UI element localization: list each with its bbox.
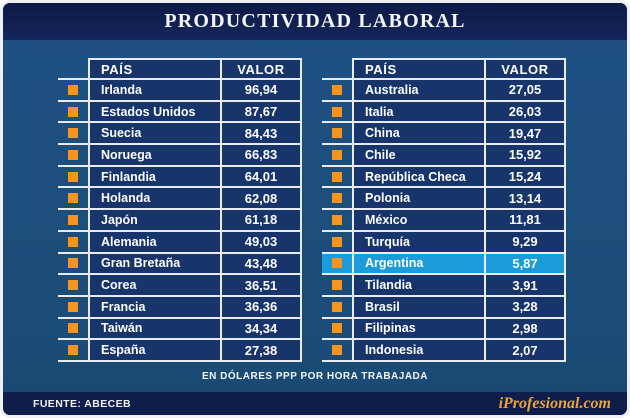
country-cell: Polonia xyxy=(352,188,484,210)
row-bullet-cell xyxy=(58,145,88,167)
row-bullet-cell xyxy=(322,340,352,362)
value-cell: 27,05 xyxy=(484,80,566,102)
bullet-icon xyxy=(68,172,78,182)
value-cell: 61,18 xyxy=(220,210,302,232)
row-bullet-cell xyxy=(58,123,88,145)
row-bullet-cell xyxy=(322,80,352,102)
value-cell: 49,03 xyxy=(220,232,302,254)
country-cell: Australia xyxy=(352,80,484,102)
value-cell: 26,03 xyxy=(484,102,566,124)
country-cell: Finlandia xyxy=(88,167,220,189)
row-bullet-cell xyxy=(322,319,352,341)
row-bullet-cell xyxy=(58,254,88,276)
row-bullet-cell xyxy=(58,319,88,341)
value-cell: 87,67 xyxy=(220,102,302,124)
country-cell: Gran Bretaña xyxy=(88,254,220,276)
value-cell: 27,38 xyxy=(220,340,302,362)
value-cell: 66,83 xyxy=(220,145,302,167)
tables-row xyxy=(3,40,627,362)
country-cell: Italia xyxy=(352,102,484,124)
bullet-icon xyxy=(332,280,342,290)
bullet-icon xyxy=(68,85,78,95)
country-cell: Argentina xyxy=(352,254,484,276)
unit-note: EN DÓLARES PPP POR HORA TRABAJADA xyxy=(202,370,428,382)
bullet-icon xyxy=(68,107,78,117)
row-bullet-cell xyxy=(58,188,88,210)
country-cell: Alemania xyxy=(88,232,220,254)
column-header-country: PAÍS xyxy=(88,58,220,80)
country-cell: China xyxy=(352,123,484,145)
row-bullet-cell xyxy=(322,210,352,232)
bullet-icon xyxy=(68,345,78,355)
value-cell: 36,36 xyxy=(220,297,302,319)
row-bullet-cell xyxy=(58,340,88,362)
row-bullet-cell xyxy=(58,167,88,189)
row-bullet-cell xyxy=(58,232,88,254)
productivity-table-right xyxy=(322,58,566,362)
page-title: PRODUCTIVIDAD LABORAL xyxy=(164,10,466,32)
bullet-icon xyxy=(68,215,78,225)
row-bullet-cell xyxy=(322,188,352,210)
bullet-icon xyxy=(332,215,342,225)
column-header-country: PAÍS xyxy=(352,58,484,80)
bullet-icon xyxy=(332,345,342,355)
bullet-icon xyxy=(332,193,342,203)
country-cell: Estados Unidos xyxy=(88,102,220,124)
value-cell: 13,14 xyxy=(484,188,566,210)
country-cell: Turquía xyxy=(352,232,484,254)
country-cell: Irlanda xyxy=(88,80,220,102)
value-cell: 96,94 xyxy=(220,80,302,102)
bullet-icon xyxy=(68,150,78,160)
country-cell: Brasil xyxy=(352,297,484,319)
value-cell: 43,48 xyxy=(220,254,302,276)
country-cell: Japón xyxy=(88,210,220,232)
main-area xyxy=(3,40,627,392)
value-cell: 64,01 xyxy=(220,167,302,189)
value-cell: 9,29 xyxy=(484,232,566,254)
value-cell: 84,43 xyxy=(220,123,302,145)
country-cell: Indonesia xyxy=(352,340,484,362)
row-bullet-cell xyxy=(58,102,88,124)
row-bullet-cell xyxy=(322,275,352,297)
row-bullet-cell xyxy=(322,123,352,145)
bullet-icon xyxy=(332,302,342,312)
bullet-icon xyxy=(332,128,342,138)
bullet-icon xyxy=(332,85,342,95)
row-bullet-cell xyxy=(58,210,88,232)
row-bullet-cell xyxy=(58,297,88,319)
country-cell: Tilandia xyxy=(352,275,484,297)
row-bullet-cell xyxy=(322,297,352,319)
value-cell: 15,92 xyxy=(484,145,566,167)
country-cell: Filipinas xyxy=(352,319,484,341)
header-bullet-spacer xyxy=(58,58,88,80)
bullet-icon xyxy=(68,302,78,312)
source-label: FUENTE: ABECEB xyxy=(33,397,131,410)
country-cell: Corea xyxy=(88,275,220,297)
country-cell: Suecia xyxy=(88,123,220,145)
value-cell: 2,98 xyxy=(484,319,566,341)
value-cell: 2,07 xyxy=(484,340,566,362)
row-bullet-cell xyxy=(322,167,352,189)
country-cell: España xyxy=(88,340,220,362)
bullet-icon xyxy=(68,323,78,333)
country-cell: Holanda xyxy=(88,188,220,210)
bullet-icon xyxy=(68,258,78,268)
value-cell: 19,47 xyxy=(484,123,566,145)
bullet-icon xyxy=(68,128,78,138)
brand-logo: iProfesional.com xyxy=(498,394,611,412)
header-bullet-spacer xyxy=(322,58,352,80)
row-bullet-cell xyxy=(58,275,88,297)
country-cell: Noruega xyxy=(88,145,220,167)
footer-bar xyxy=(3,392,627,415)
row-bullet-cell xyxy=(322,254,352,276)
value-cell: 34,34 xyxy=(220,319,302,341)
country-cell: Francia xyxy=(88,297,220,319)
column-header-value: VALOR xyxy=(220,58,302,80)
bullet-icon xyxy=(332,107,342,117)
bullet-icon xyxy=(332,258,342,268)
row-bullet-cell xyxy=(322,145,352,167)
row-bullet-cell xyxy=(322,232,352,254)
bullet-icon xyxy=(332,172,342,182)
bullet-icon xyxy=(68,237,78,247)
row-bullet-cell xyxy=(58,80,88,102)
bullet-icon xyxy=(68,193,78,203)
value-cell: 3,28 xyxy=(484,297,566,319)
value-cell: 3,91 xyxy=(484,275,566,297)
value-cell: 15,24 xyxy=(484,167,566,189)
bullet-icon xyxy=(332,237,342,247)
country-cell: Chile xyxy=(352,145,484,167)
country-cell: República Checa xyxy=(352,167,484,189)
bullet-icon xyxy=(332,150,342,160)
productivity-table-left xyxy=(58,58,302,362)
value-cell: 36,51 xyxy=(220,275,302,297)
value-cell: 11,81 xyxy=(484,210,566,232)
value-cell: 62,08 xyxy=(220,188,302,210)
value-cell: 5,87 xyxy=(484,254,566,276)
column-header-value: VALOR xyxy=(484,58,566,80)
country-cell: México xyxy=(352,210,484,232)
bullet-icon xyxy=(332,323,342,333)
country-cell: Taiwán xyxy=(88,319,220,341)
title-bar xyxy=(3,3,627,40)
bullet-icon xyxy=(68,280,78,290)
row-bullet-cell xyxy=(322,102,352,124)
